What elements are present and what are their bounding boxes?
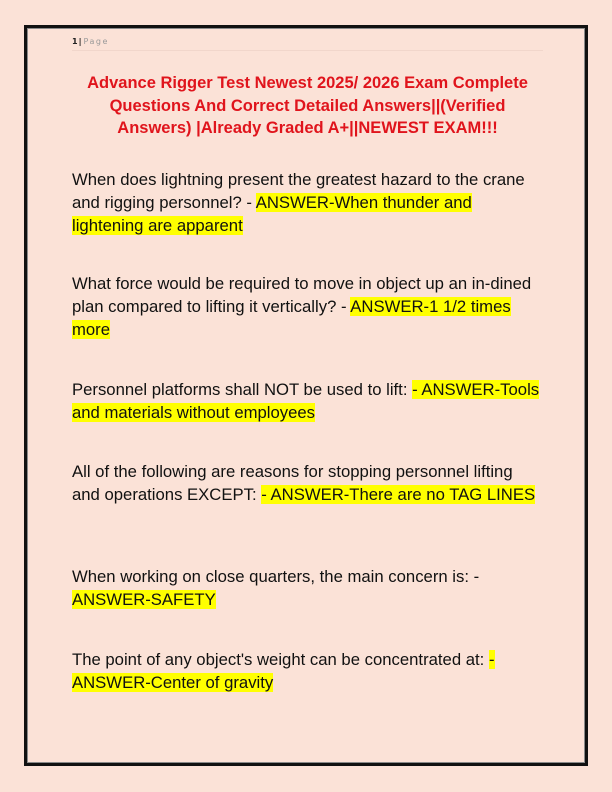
question-text: Personnel platforms shall NOT be used to lift:	[72, 380, 413, 399]
question-text: The point of any object's weight can be concentrated at:	[72, 650, 489, 669]
answer-text: ANSWER-1 1/2 times more	[72, 296, 511, 339]
answer-text: - ANSWER-Tools and materials without employees	[72, 380, 540, 422]
qa-item	[72, 566, 542, 612]
answer-text: ANSWER-SAFETY	[72, 589, 216, 609]
qa-item	[72, 649, 542, 695]
qa-item	[72, 379, 542, 425]
document-title: Advance Rigger Test Newest 2025/ 2026 Exam Complete Questions And Correct Detailed Answers||(Verified Answers) |Already Graded A+||NEWEST EXAM!!!	[87, 74, 528, 137]
qa-item	[72, 461, 542, 507]
qa-item	[72, 273, 542, 341]
page-number: 1	[72, 37, 78, 46]
question-text: When does lightning present the greatest hazard to the crane and rigging personnel? -	[72, 170, 525, 212]
answer-text: - ANSWER-There are no TAG LINES	[261, 484, 536, 504]
page-label: Page	[83, 37, 109, 46]
answer-text: - ANSWER-Center of gravity	[72, 650, 495, 692]
answer-text: ANSWER-When thunder and lightening are apparent	[72, 192, 472, 235]
question-text: All of the following are reasons for stopping personnel lifting and operations EXCEPT:	[72, 462, 513, 504]
qa-item	[72, 169, 542, 237]
page-separator: |	[78, 37, 82, 46]
question-text: When working on close quarters, the main concern is: -	[72, 567, 480, 586]
question-text: What force would be required to move in object up an in-dined plan compared to lifting it vertically? -	[72, 274, 532, 316]
page-header	[72, 36, 543, 51]
